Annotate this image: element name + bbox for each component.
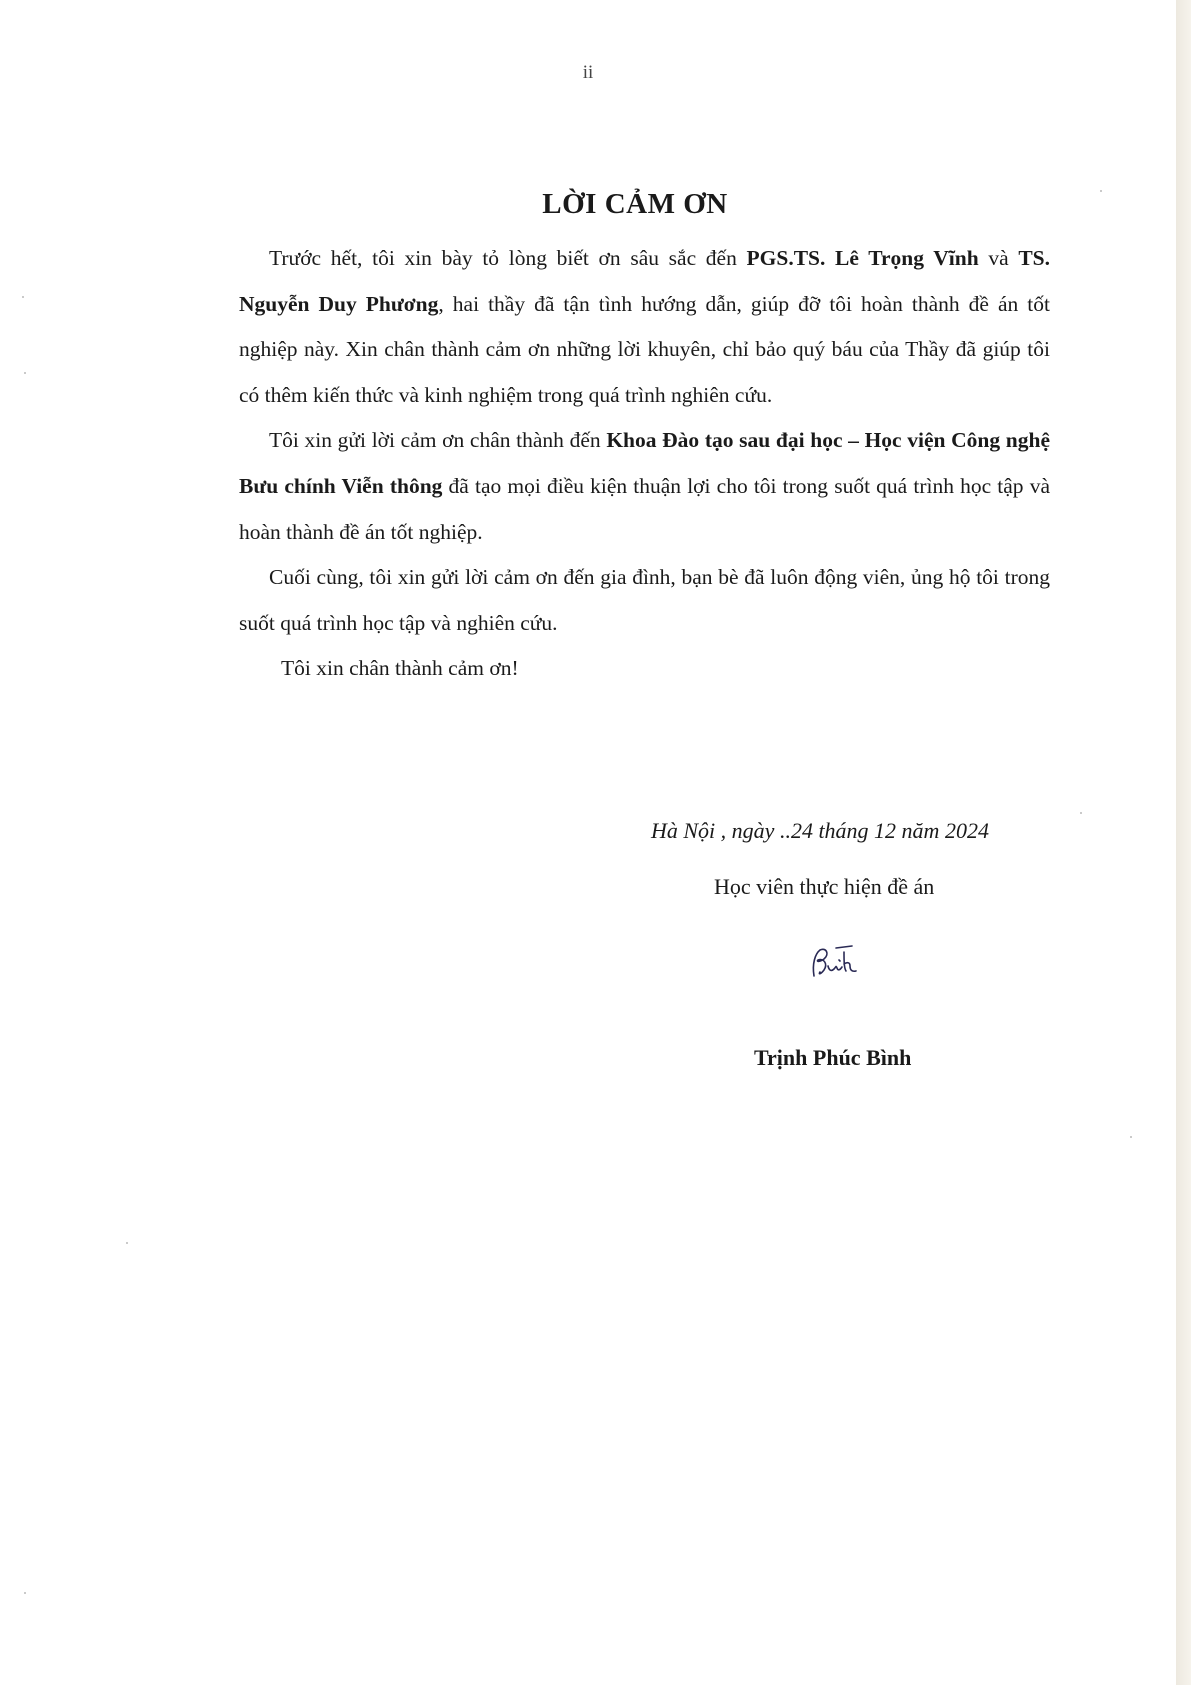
- paragraph-1-text-1: Trước hết, tôi xin bày tỏ lòng biết ơn sâu sắc đến: [269, 246, 747, 270]
- closing-thanks: Tôi xin chân thành cảm ơn!: [281, 656, 519, 681]
- advisor-1-name: PGS.TS. Lê Trọng Vĩnh: [746, 246, 979, 270]
- advisor-2-name: TS. Nguyễn Duy Phương: [239, 246, 1050, 316]
- acknowledgement-title: LỜI CẢM ƠN: [542, 188, 728, 220]
- scan-speck: [1130, 1136, 1132, 1138]
- paragraph-3-text-1: Cuối cùng, tôi xin gửi lời cảm ơn đến gia đình, bạn bè đã luôn động viên, ủng hộ tôi trong suốt quá trình học tập và nghiên cứu.: [239, 565, 1050, 635]
- paragraph-1-text-2: và: [978, 246, 1019, 270]
- scan-edge: [1176, 0, 1191, 1685]
- handwritten-signature: [806, 940, 876, 984]
- scan-speck: [24, 1592, 26, 1594]
- paragraph-1: [239, 236, 1050, 418]
- page-number: ii: [582, 62, 594, 83]
- paragraph-1-text-3: , hai thầy đã tận tình hướng dẫn, giúp đỡ tôi hoàn thành đề án tốt nghiệp này. Xin chân thành cảm ơn những lời khuyên, chỉ bảo quý báu của Thầy đã giúp tôi có thêm kiến thức và kinh nghiệm trong quá trình nghiên cứu.: [239, 291, 1050, 407]
- scan-speck: [1100, 190, 1102, 192]
- scan-speck: [22, 296, 24, 298]
- scan-speck: [126, 1242, 128, 1244]
- paragraph-4: [239, 646, 1050, 692]
- paragraph-2-text-2: đã tạo mọi điều kiện thuận lợi cho tôi trong suốt quá trình học tập và hoàn thành đề án tốt nghiệp.: [239, 473, 1050, 544]
- signer-role: Học viên thực hiện đề án: [714, 874, 935, 899]
- scan-speck: [24, 372, 26, 374]
- scan-speck: [1080, 812, 1082, 814]
- signer-name: Trịnh Phúc Bình: [754, 1045, 912, 1070]
- institution-name: Khoa Đào tạo sau đại học – Học viện Công nghệ Bưu chính Viễn thông: [239, 428, 1050, 498]
- paragraph-3: [239, 555, 1050, 646]
- paragraph-2: [239, 418, 1050, 555]
- date-line: Hà Nội , ngày ..24 tháng 12 năm 2024: [651, 818, 989, 843]
- paragraph-2-text-1: Tôi xin gửi lời cảm ơn chân thành đến: [269, 428, 607, 453]
- acknowledgement-body: [239, 236, 1050, 692]
